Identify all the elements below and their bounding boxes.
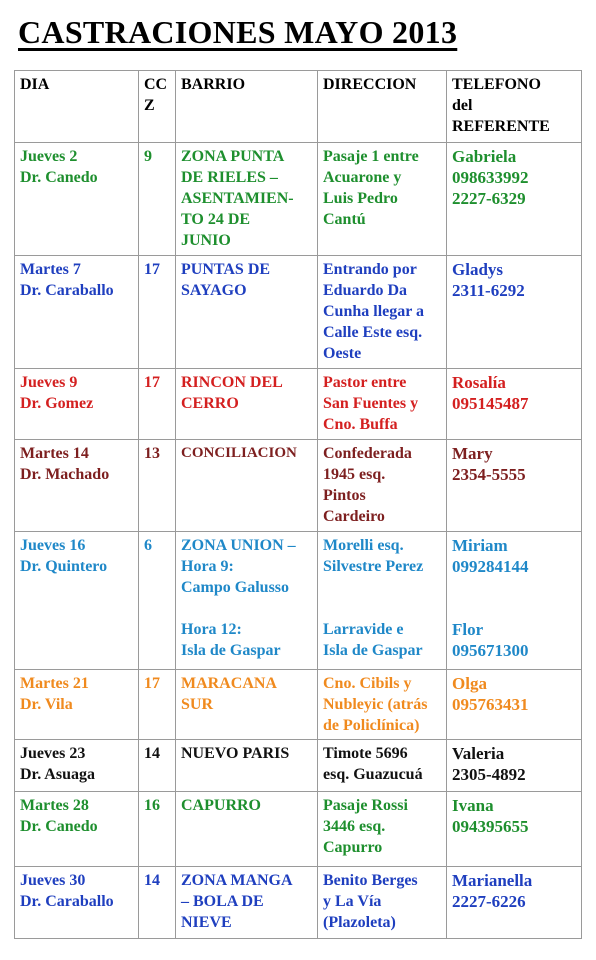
cell-barrio: ZONA UNION – Hora 9: Campo Galusso Hora 12: Isla de Gaspar [176, 532, 318, 670]
cell-ccz: 14 [139, 740, 176, 792]
table-row [15, 670, 582, 740]
schedule-table [14, 70, 582, 939]
cell-direccion: Pastor entre San Fuentes y Cno. Buffa [318, 369, 447, 440]
cell-barrio: CONCILIACION [176, 440, 318, 532]
header-row [15, 71, 582, 143]
cell-telefono: Valeria 2305-4892 [447, 740, 582, 792]
cell-barrio: MARACANA SUR [176, 670, 318, 740]
header-telefono: TELEFONO del REFERENTE [447, 71, 582, 143]
cell-direccion: Timote 5696 esq. Guazucuá [318, 740, 447, 792]
page-title: CASTRACIONES MAYO 2013 [18, 14, 458, 50]
cell-telefono: Olga 095763431 [447, 670, 582, 740]
cell-barrio: RINCON DEL CERRO [176, 369, 318, 440]
cell-barrio: ZONA PUNTA DE RIELES – ASENTAMIEN- TO 24 DE JUNIO [176, 143, 318, 256]
cell-direccion: Pasaje Rossi 3446 esq. Capurro [318, 792, 447, 867]
header-direccion: DIRECCION [318, 71, 447, 143]
cell-direccion: Morelli esq. Silvestre Perez Larravide e Isla de Gaspar [318, 532, 447, 670]
cell-dia: Martes 28 Dr. Canedo [15, 792, 139, 867]
cell-dia: Jueves 16 Dr. Quintero [15, 532, 139, 670]
cell-dia: Martes 21 Dr. Vila [15, 670, 139, 740]
cell-ccz: 17 [139, 369, 176, 440]
cell-ccz: 16 [139, 792, 176, 867]
cell-telefono: Rosalía 095145487 [447, 369, 582, 440]
table-row [15, 867, 582, 939]
cell-telefono: Miriam 099284144 Flor 095671300 [447, 532, 582, 670]
table-row [15, 143, 582, 256]
cell-telefono: Mary 2354-5555 [447, 440, 582, 532]
cell-dia: Jueves 2 Dr. Canedo [15, 143, 139, 256]
cell-telefono: Marianella 2227-6226 [447, 867, 582, 939]
cell-barrio: PUNTAS DE SAYAGO [176, 256, 318, 369]
cell-dia: Jueves 30 Dr. Caraballo [15, 867, 139, 939]
cell-direccion: Cno. Cibils y Nubleyic (atrás de Policlínica) [318, 670, 447, 740]
header-ccz: CC Z [139, 71, 176, 143]
cell-direccion: Pasaje 1 entre Acuarone y Luis Pedro Cantú [318, 143, 447, 256]
table-row [15, 532, 582, 670]
cell-ccz: 17 [139, 256, 176, 369]
table-row [15, 256, 582, 369]
cell-telefono: Gabriela 098633992 2227-6329 [447, 143, 582, 256]
cell-ccz: 13 [139, 440, 176, 532]
table-row [15, 440, 582, 532]
header-dia: DIA [15, 71, 139, 143]
cell-barrio: CAPURRO [176, 792, 318, 867]
cell-dia: Martes 7 Dr. Caraballo [15, 256, 139, 369]
cell-dia: Jueves 23 Dr. Asuaga [15, 740, 139, 792]
header-barrio: BARRIO [176, 71, 318, 143]
cell-direccion: Entrando por Eduardo Da Cunha llegar a Calle Este esq. Oeste [318, 256, 447, 369]
cell-telefono: Ivana 094395655 [447, 792, 582, 867]
cell-barrio: NUEVO PARIS [176, 740, 318, 792]
cell-dia: Martes 14 Dr. Machado [15, 440, 139, 532]
cell-ccz: 9 [139, 143, 176, 256]
cell-telefono: Gladys 2311-6292 [447, 256, 582, 369]
table-row [15, 792, 582, 867]
cell-ccz: 17 [139, 670, 176, 740]
table-row [15, 740, 582, 792]
cell-direccion: Confederada 1945 esq. Pintos Cardeiro [318, 440, 447, 532]
cell-barrio: ZONA MANGA – BOLA DE NIEVE [176, 867, 318, 939]
cell-dia: Jueves 9 Dr. Gomez [15, 369, 139, 440]
cell-ccz: 6 [139, 532, 176, 670]
cell-ccz: 14 [139, 867, 176, 939]
table-row [15, 369, 582, 440]
cell-direccion: Benito Berges y La Vía (Plazoleta) [318, 867, 447, 939]
